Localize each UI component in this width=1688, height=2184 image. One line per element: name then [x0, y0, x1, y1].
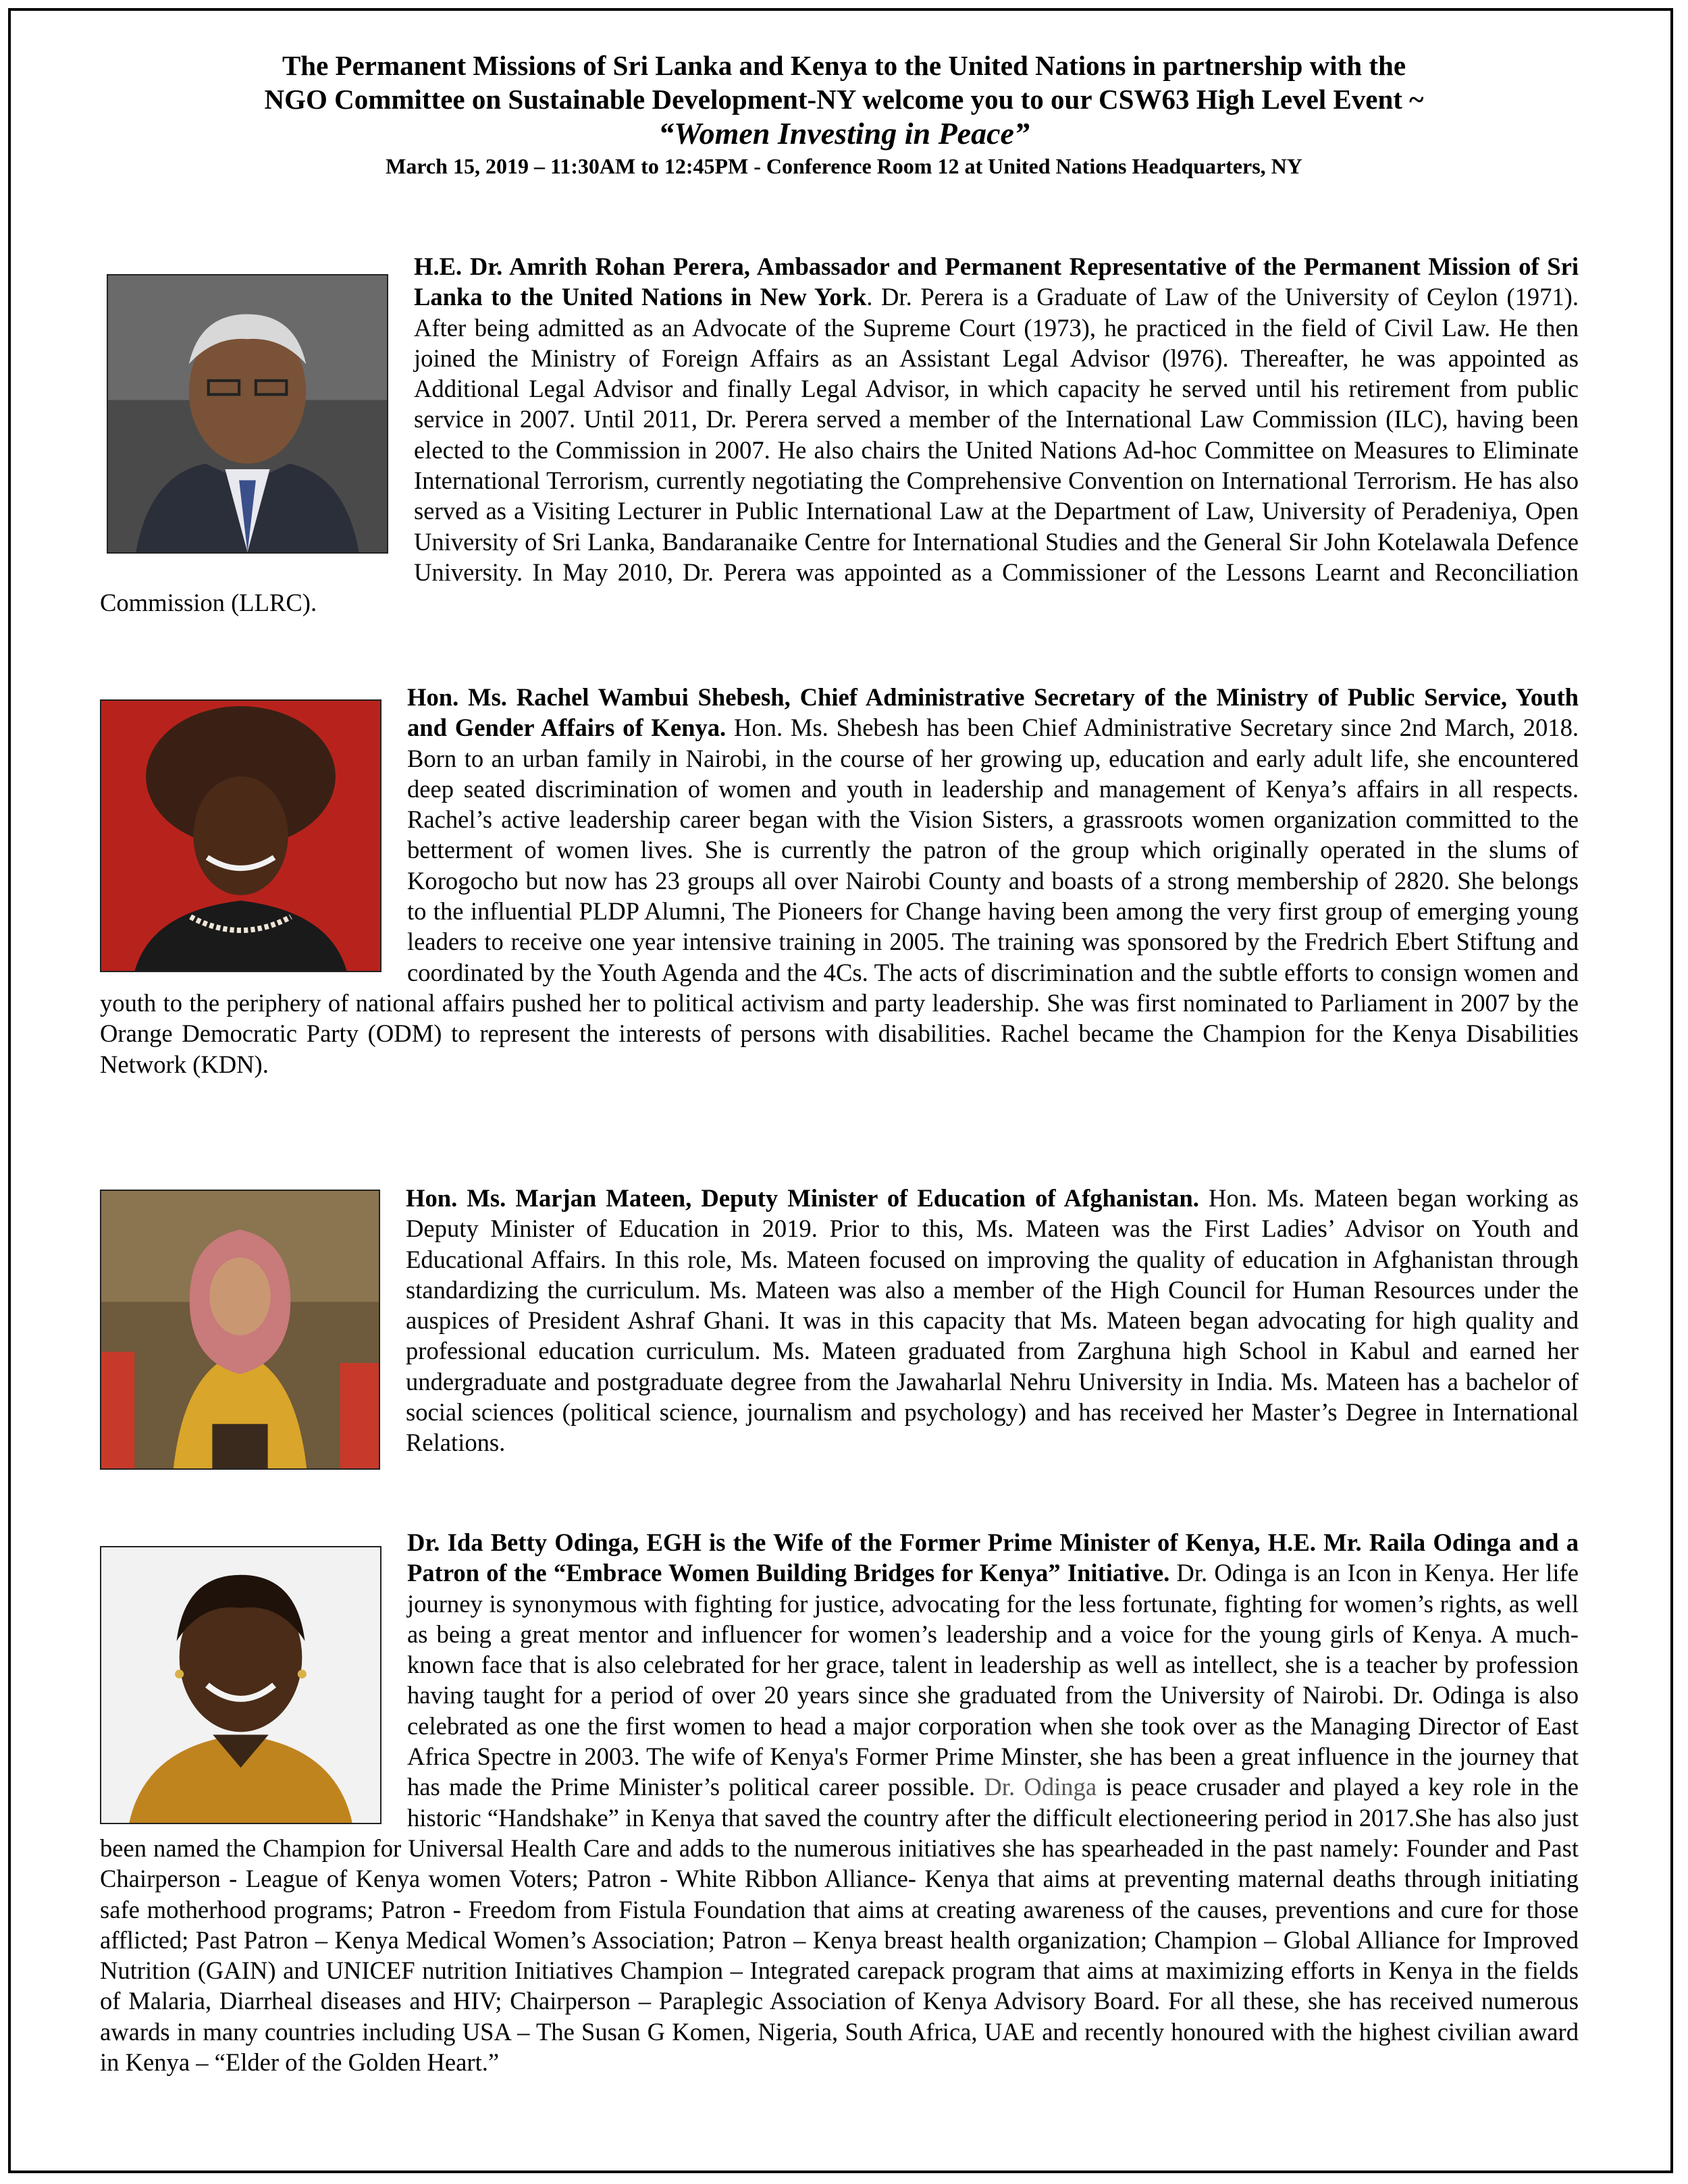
speaker-name-title: Hon. Ms. Rachel Wambui Shebesh, Chief Administrative Secretary of the Ministry of Public Service, Youth and Gender Affairs of Kenya. — [407, 683, 1579, 742]
event-header — [0, 49, 1688, 181]
event-datetime: March 15, 2019 – 11:30AM to 12:45PM - Conference Room 12 at United Nations Headquarters, NY — [386, 154, 1302, 178]
photo-odinga — [100, 1546, 381, 1824]
event-theme: “Women Investing in Peace” — [658, 116, 1030, 151]
speaker-bio-text: Hon. Ms. Mateen began working as Deputy Minister of Education in 2019. Prior to this, Ms. Mateen was the First Ladies’ Advisor on Youth and Educational Affairs. In this role, Ms. Mateen focused on improving the quality of education in Afghanistan through standardizing the curriculum. Ms. Mateen was also a member of the High Council for Human Resources under the auspices of President Ashraf Ghani. It was in this capacity that Ms. Mateen began advocating for high quality and professional education curriculum. Ms. Mateen graduated from Zarghuna high School in Kabul and earned her undergraduate and postgraduate degree from the Jawaharlal Nehru University in India. Ms. Mateen has a bachelor of social sciences (political science, journalism and psychology) and has received her Master’s Degree in International Relations. — [406, 1184, 1579, 1457]
speaker-name-title: H.E. Dr. Amrith Rohan Perera, Ambassador and Permanent Representative of the Permanent Mission of Sri Lanka to the United Nations in New York — [414, 252, 1579, 311]
speaker-bio-shebesh — [100, 682, 1579, 1080]
photo-shebesh — [100, 699, 381, 972]
header-line-1: The Permanent Missions of Sri Lanka and Kenya to the United Nations in partnership with the — [282, 50, 1406, 81]
speaker-name-title: Dr. Ida Betty Odinga, EGH is the Wife of the Former Prime Minister of Kenya, H.E. Mr. Raila Odinga and a Patron of the “Embrace Women Building Bridges for Kenya” Initiative. — [407, 1528, 1579, 1587]
speaker-bio-text: . Dr. Perera is a Graduate of Law of the University of Ceylon (1971). After being admitted as an Advocate of the Supreme Court (1973), he practiced in the field of Civil Law. He then joined the Ministry of Foreign Affairs as an Assistant Legal Advisor (l976). Thereafter, he was appointed as Additional Legal Advisor and finally Legal Advisor, in which capacity he served until his retirement from public service in 2007. Until 2011, Dr. Perera served a member of the International Law Commission (ILC), having been elected to the Commission in 2007. He also chairs the United Nations Ad-hoc Committee on Measures to Eliminate International Terrorism, currently negotiating the Comprehensive Convention on International Terrorism. He has also served as a Visiting Lecturer in Public International Law at the Department of Law, University of Peradeniya, Open University of Sri Lanka, Bandaranaike Centre for International Studies and the General Sir John Kotelawala Defence University. In May 2010, Dr. Perera was appointed as a Commissioner of the Lessons Learnt and Reconciliation Commission (LLRC). — [100, 283, 1579, 617]
speaker-bio-odinga — [100, 1527, 1579, 2077]
header-line-2: NGO Committee on Sustainable Development-NY welcome you to our CSW63 High Level Event ~ — [264, 84, 1424, 115]
speaker-bio-highlight: Dr. Odinga — [984, 1773, 1097, 1801]
photo-mateen — [100, 1190, 380, 1470]
speaker-bio-text: Hon. Ms. Shebesh has been Chief Administrative Secretary since 2nd March, 2018. Born to an urban family in Nairobi, in the course of her growing up, education and early adult life, she encountered deep seated discrimination of women and youth in leadership and management of Kenya’s affairs in all respects. Rachel’s active leadership career began with the Vision Sisters, a grassroots women organization committed to the betterment of women lives. She is currently the patron of the group which originally operated in the slums of Korogocho but now has 23 groups all over Nairobi County and boasts of a strong membership of 2820. She belongs to the influential PLDP Alumni, The Pioneers for Change having been among the very first group of emerging young leaders to receive one year intensive training in 2005. The training was sponsored by the Fredrich Ebert Stiftung and coordinated by the Youth Agenda and the 4Cs. The acts of discrimination and the subtle efforts to consign women and youth to the periphery of national affairs pushed her to political activism and party leadership. She was first nominated to Parliament in 2007 by the Orange Democratic Party (ODM) to represent the interests of persons with disabilities. Rachel became the Champion for the Kenya Disabilities Network (KDN). — [100, 714, 1579, 1078]
speaker-name-title: Hon. Ms. Marjan Mateen, Deputy Minister of Education of Afghanistan. — [406, 1184, 1199, 1212]
speaker-bio-mateen — [100, 1183, 1579, 1475]
speaker-bio-perera — [100, 251, 1579, 618]
photo-perera — [107, 274, 388, 554]
speaker-bio-text: Dr. Odinga is an Icon in Kenya. Her life journey is synonymous with fighting for justice, advocating for the less fortunate, fighting for women’s rights, as well as being a great mentor and influencer for women’s leadership and a voice for the young girls of Kenya. A much-known face that is also celebrated for her grace, talent in leadership as well as intellect, she is a teacher by profession having taught for a period of over 20 years since she graduated from the University of Nairobi. Dr. Odinga is also celebrated as one the first women to head a major corporation when she took over as the Managing Director of East Africa Spectre in 2003. The wife of Kenya's Former Prime Minster, she has been a great influence in the journey that has made the Prime Minister’s political career possible. — [407, 1559, 1579, 1801]
speaker-bio-text-continued: is peace crusader and played a key role in the historic “Handshake” in Kenya that saved the country after the difficult electioneering period in 2017.She has also just been named the Champion for Universal Health Care and adds to the numerous initiatives she has spearheaded in the past namely: Founder and Past Chairperson - League of Kenya women Voters; Patron - White Ribbon Alliance- Kenya that aims at preventing maternal deaths through initiating safe motherhood programs; Patron - Freedom from Fistula Foundation that aims at creating awareness of the causes, preventions and cure for those afflicted; Past Patron – Kenya Medical Women’s Association; Patron – Kenya breast health organization; Champion – Global Alliance for Improved Nutrition (GAIN) and UNICEF nutrition Initiatives Champion – Integrated carepack program that aims at maximizing efforts in Kenya in the fields of Malaria, Diarrheal diseases and HIV; Chairperson – Paraplegic Association of Kenya Advisory Board. For all these, she has received numerous awards in many countries including USA – The Susan G Komen, Nigeria, South Africa, UAE and recently honoured with the highest civilian award in Kenya – “Elder of the Golden Heart.” — [100, 1773, 1579, 2077]
